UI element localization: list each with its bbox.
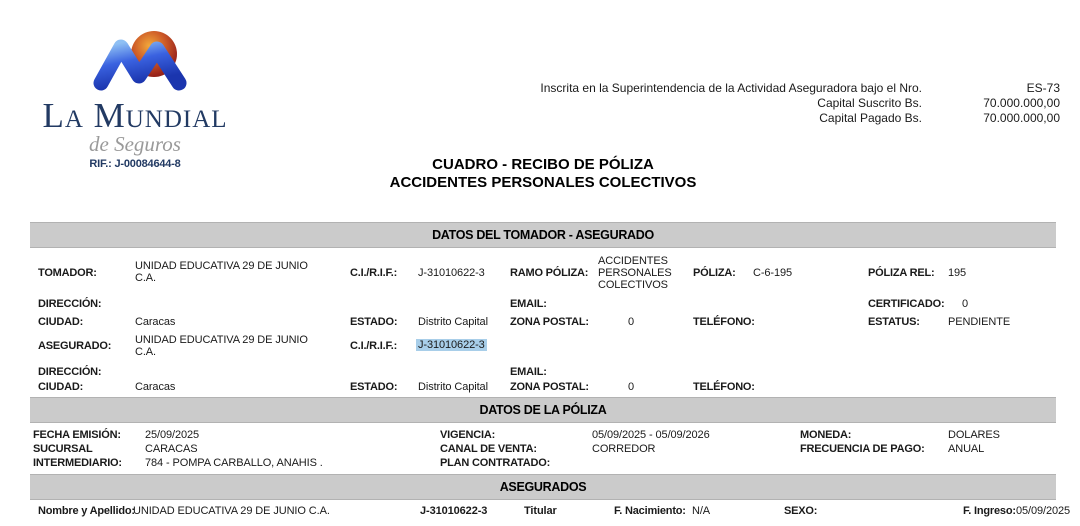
moneda-label: MONEDA: xyxy=(800,429,852,441)
telefono-asegurado-label: TELÉFONO: xyxy=(693,381,755,393)
intermediario-value: 784 - POMPA CARBALLO, ANAHIS . xyxy=(145,457,323,469)
document-title-line2: ACCIDENTES PERSONALES COLECTIVOS xyxy=(389,174,697,191)
asegurado-value: UNIDAD EDUCATIVA 29 DE JUNIO C.A. xyxy=(135,334,308,358)
poliza-rel-label: PÓLIZA REL: xyxy=(868,267,935,279)
cirif-asegurado-label: C.I./R.I.F.: xyxy=(350,340,398,352)
fecha-nacimiento-value: N/A xyxy=(692,505,711,517)
intermediario-label: INTERMEDIARIO: xyxy=(33,457,122,469)
tomador-value: UNIDAD EDUCATIVA 29 DE JUNIO C.A. xyxy=(135,260,308,284)
cirif-asegurado-value xyxy=(416,339,487,351)
nombre-apellido-value: UNIDAD EDUCATIVA 29 DE JUNIO C.A. xyxy=(133,505,330,517)
section-header-tomador xyxy=(30,222,1056,248)
moneda-value: DOLARES xyxy=(948,429,1000,441)
fecha-ingreso-value: 05/09/2025 xyxy=(1016,505,1071,517)
estado-asegurado-value: Distrito Capital xyxy=(418,381,488,393)
asegurado-cedula: J-31010622-3 xyxy=(420,505,488,517)
zona-postal-asegurado-value: 0 xyxy=(628,381,635,393)
estatus-value: PENDIENTE xyxy=(948,316,1011,328)
sucursal-value: CARACAS xyxy=(145,443,198,455)
ciudad-tomador-value: Caracas xyxy=(135,316,176,328)
direccion-tomador-label: DIRECCIÓN: xyxy=(38,298,102,310)
ciudad-asegurado-value: Caracas xyxy=(135,381,176,393)
ramo-poliza-label: RAMO PÓLIZA: xyxy=(510,267,589,279)
plan-contratado-label: PLAN CONTRATADO: xyxy=(440,457,551,469)
sucursal-label: SUCURSAL xyxy=(33,443,93,455)
email-asegurado-label: EMAIL: xyxy=(510,366,547,378)
ramo-poliza-value: ACCIDENTES PERSONALES COLECTIVOS xyxy=(598,255,672,291)
nombre-apellido-label: Nombre y Apellido: xyxy=(38,505,135,517)
brand-tagline: de Seguros xyxy=(89,132,181,156)
telefono-tomador-label: TELÉFONO: xyxy=(693,316,755,328)
vigencia-label: VIGENCIA: xyxy=(440,429,496,441)
capital-pagado-value: 70.000.000,00 xyxy=(983,111,1060,125)
zona-postal-asegurado-label: ZONA POSTAL: xyxy=(510,381,589,393)
asegurado-tipo: Titular xyxy=(524,505,557,517)
estado-tomador-value: Distrito Capital xyxy=(418,316,488,328)
sexo-label: SEXO: xyxy=(784,505,818,517)
zona-postal-tomador-label: ZONA POSTAL: xyxy=(510,316,589,328)
section-title: DATOS DE LA PÓLIZA xyxy=(479,403,607,417)
canal-venta-value: CORREDOR xyxy=(592,443,656,455)
estatus-label: ESTATUS: xyxy=(868,316,920,328)
selected-text-highlight: J-31010622-3 xyxy=(418,339,485,351)
ciudad-asegurado-label: CIUDAD: xyxy=(38,381,84,393)
ciudad-tomador-label: CIUDAD: xyxy=(38,316,84,328)
brand-rif: RIF.: J-00084644-8 xyxy=(89,158,181,170)
brand-name: La Mundial xyxy=(42,96,228,135)
capital-pagado-row xyxy=(360,112,1060,125)
asegurado-label: ASEGURADO: xyxy=(38,340,112,352)
estado-tomador-label: ESTADO: xyxy=(350,316,398,328)
zona-postal-tomador-value: 0 xyxy=(628,316,635,328)
vigencia-value: 05/09/2025 - 05/09/2026 xyxy=(592,429,710,441)
fecha-emision-value: 25/09/2025 xyxy=(145,429,200,441)
capital-suscrito-row xyxy=(360,97,1060,110)
capital-suscrito-value: 70.000.000,00 xyxy=(983,96,1060,110)
certificado-label: CERTIFICADO: xyxy=(868,298,945,310)
canal-venta-label: CANAL DE VENTA: xyxy=(440,443,537,455)
estado-asegurado-label: ESTADO: xyxy=(350,381,398,393)
capital-suscrito-label: Capital Suscrito Bs. xyxy=(817,96,922,110)
document-title-line1: CUADRO - RECIBO DE PÓLIZA xyxy=(432,156,654,173)
document-title xyxy=(30,156,1056,192)
fecha-emision-label: FECHA EMISIÓN: xyxy=(33,429,121,441)
tomador-label: TOMADOR: xyxy=(38,267,97,279)
registration-label: Inscrita en la Superintendencia de la Actividad Aseguradora bajo el Nro. xyxy=(540,81,922,95)
poliza-label: PÓLIZA: xyxy=(693,267,736,279)
registration-row xyxy=(360,82,1060,95)
registration-value: ES-73 xyxy=(1026,81,1060,95)
section-title: ASEGURADOS xyxy=(499,480,587,494)
frecuencia-pago-label: FRECUENCIA DE PAGO: xyxy=(800,443,925,455)
company-logo-icon xyxy=(86,26,208,100)
poliza-rel-value: 195 xyxy=(948,267,967,279)
cirif-tomador-label: C.I./R.I.F.: xyxy=(350,267,398,279)
section-title: DATOS DEL TOMADOR - ASEGURADO xyxy=(432,228,654,242)
poliza-value: C-6-195 xyxy=(753,267,793,279)
frecuencia-pago-value: ANUAL xyxy=(948,443,985,455)
fecha-nacimiento-label: F. Nacimiento: xyxy=(614,505,686,517)
email-tomador-label: EMAIL: xyxy=(510,298,547,310)
certificado-value: 0 xyxy=(962,298,969,310)
direccion-asegurado-label: DIRECCIÓN: xyxy=(38,366,102,378)
section-header-asegurados xyxy=(30,474,1056,500)
fecha-ingreso-label: F. Ingreso: xyxy=(963,505,1016,517)
capital-pagado-label: Capital Pagado Bs. xyxy=(819,111,922,125)
section-header-poliza xyxy=(30,397,1056,423)
cirif-tomador-value: J-31010622-3 xyxy=(418,267,485,279)
